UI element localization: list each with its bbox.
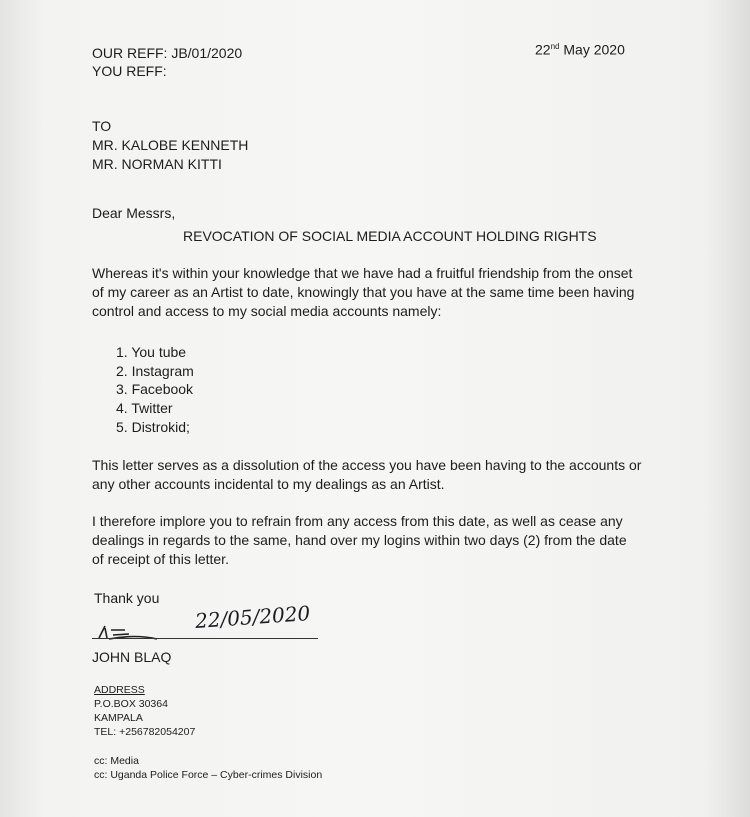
recipient-name: MR. NORMAN KITTI [92, 156, 222, 172]
recipient-name: MR. KALOBE KENNETH [92, 137, 249, 153]
closing: Thank you [94, 590, 160, 606]
handwritten-date: 22/05/2020 [194, 601, 311, 633]
address-line: TEL: +256782054207 [94, 726, 196, 738]
address-heading: ADDRESS [94, 684, 145, 696]
paragraph-line: This letter serves as a dissolution of the access you have been having to the accounts or [92, 457, 642, 473]
address-line: KAMPALA [94, 712, 143, 724]
signature-line [92, 638, 318, 639]
list-item: 2. Instagram [116, 363, 194, 379]
list-item: 4. Twitter [116, 400, 173, 416]
our-reference: OUR REFF: JB/01/2020 [92, 45, 243, 61]
paragraph-line: control and access to my social media accounts namely: [92, 303, 442, 319]
paragraph-line: I therefore implore you to refrain from any access from this date, as well as cease any [92, 513, 623, 529]
letter-date: 22nd May 2020 [535, 41, 625, 58]
your-reference: YOU REFF: [92, 63, 167, 79]
paragraph-line: of receipt of this letter. [92, 551, 229, 567]
address-line: P.O.BOX 30364 [94, 698, 168, 710]
list-item: 1. You tube [116, 344, 187, 360]
signatory-name: JOHN BLAQ [92, 649, 172, 665]
cc-line: cc: Media [94, 755, 139, 767]
to-label: TO [92, 118, 112, 134]
paragraph-line: dealings in regards to the same, hand over my logins within two days (2) from the date [92, 532, 627, 548]
paragraph-line: any other accounts incidental to my dealings as an Artist. [92, 476, 445, 492]
signature [95, 622, 165, 642]
salutation: Dear Messrs, [92, 205, 176, 221]
paragraph-line: of my career as an Artist to date, knowingly that you have at the same time been having [92, 284, 635, 300]
cc-line: cc: Uganda Police Force – Cyber-crimes Division [94, 769, 323, 781]
paragraph-line: Whereas it's within your knowledge that we have had a fruitful friendship from the onset [92, 265, 633, 281]
list-item: 3. Facebook [116, 381, 194, 397]
subject-heading: REVOCATION OF SOCIAL MEDIA ACCOUNT HOLDING RIGHTS [183, 228, 597, 244]
list-item: 5. Distrokid; [116, 419, 190, 435]
